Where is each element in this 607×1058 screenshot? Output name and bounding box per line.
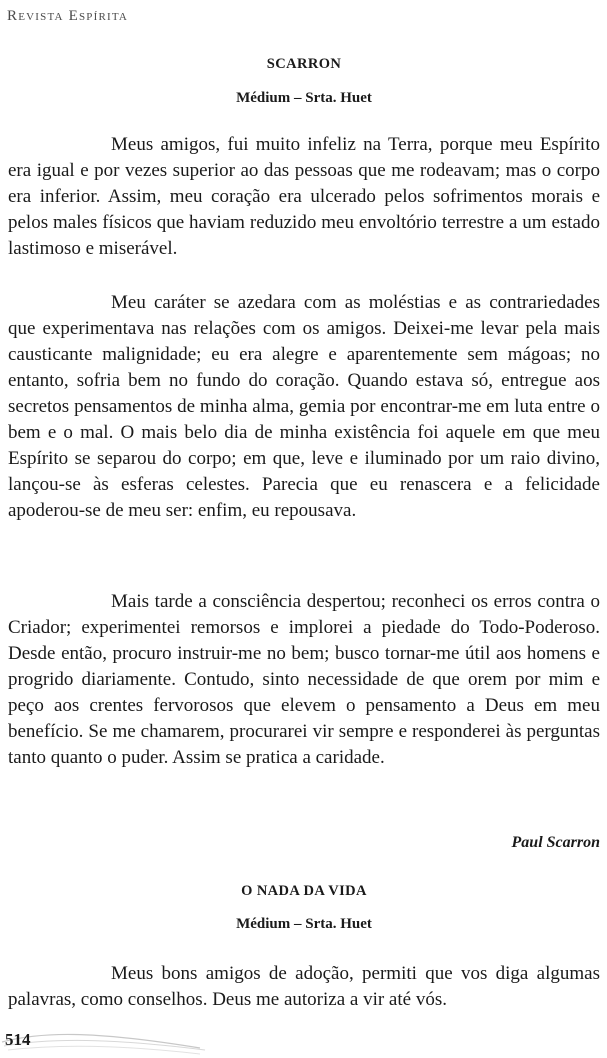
signature: Paul Scarron	[511, 834, 600, 851]
section-title: SCARRON	[266, 56, 342, 72]
running-head: Revista Espírita	[7, 8, 129, 24]
page-ornament-swoosh	[0, 1028, 210, 1058]
paragraph: Mais tarde a consciência despertou; reconheci os erros contra o Criador; experimentei remorsos e implorei a piedade do Todo-Poderoso. Desde então, procuro instruir-me no bem; busco tornar-me útil aos homens e progrido diariamente. Contudo, sinto necessidade de que orem por mim e peço aos crentes fervorosos que elevem o pensamento a Deus em meu benefício. Se me chamarem, procurarei vir sempre e responderei às perguntas tanto quanto o puder. Assim se pratica a caridade.	[8, 591, 600, 768]
page-number: 514	[5, 1030, 31, 1049]
paragraph: Meus bons amigos de adoção, permiti que vos diga algumas palavras, como conselhos. Deus me autoriza a vir até vós.	[8, 963, 600, 1010]
paragraph: Meu caráter se azedara com as moléstias e as contrariedades que experimentava nas relações com os amigos. Deixei-me levar pela mais causticante malignidade; eu era alegre e aparentemente sem mágoas; no entanto, sofria bem no fundo do coração. Quando estava só, entregue aos secretos pensamentos de minha alma, gemia por encontrar-me em luta entre o bem e o mal. O mais belo dia de minha existência foi aquele em que meu Espírito se separou do corpo; em que, leve e iluminado por um raio divino, lançou-se às esferas celestes. Parecia que eu renascera e a felicidade apoderou-se de meu ser: enfim, eu repousava.	[8, 292, 600, 521]
paragraph: Meus amigos, fui muito infeliz na Terra, porque meu Espírito era igual e por vezes superior ao das pessoas que me rodeavam; mas o corpo era inferior. Assim, meu coração era ulcerado pelos sofrimentos morais e pelos males físicos que haviam reduzido meu envoltório terrestre a um estado lastimoso e miserável.	[8, 134, 600, 259]
section-medium: Médium – Srta. Huet	[236, 90, 372, 106]
section-title: O NADA DA VIDA	[241, 883, 367, 899]
section-medium: Médium – Srta. Huet	[236, 916, 372, 932]
